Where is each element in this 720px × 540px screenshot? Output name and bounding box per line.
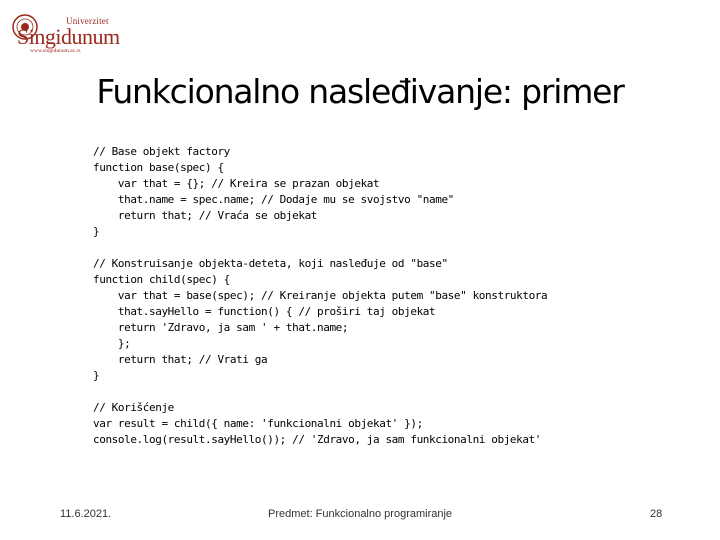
footer-subject: Predmet: Funkcionalno programiranje [268,508,453,520]
code-line: return 'Zdravo, ja sam ' + that.name; [93,321,349,334]
code-line: function base(spec) { [93,161,224,174]
code-line: return that; // Vrati ga [93,353,268,366]
page-number: 28 [650,508,663,520]
code-line: var that = base(spec); // Kreiranje objekta putem "base" konstruktora [93,289,548,302]
code-line: }; [93,337,131,350]
code-line: that.name = spec.name; // Dodaje mu se svojstvo "name" [93,193,454,206]
slide-title: Funkcionalno nasleđivanje: primer [96,72,624,111]
code-line: console.log(result.sayHello()); // 'Zdravo, ja sam funkcionalni objekat' [93,433,542,446]
code-line: function child(spec) { [93,273,230,286]
code-line: // Base objekt factory [93,145,230,158]
code-line: that.sayHello = function() { // proširi taj objekat [93,305,436,318]
logo-name-text: Singidunum [17,24,120,49]
code-line: // Korišćenje [93,401,174,414]
footer-date: 11.6.2021. [60,508,112,520]
code-block [93,144,547,448]
code-line: } [93,369,100,382]
code-line: // Konstruisanje objekta-deteta, koji nasleđuje od "base" [93,257,448,270]
logo-url-text: www.singidunum.ac.rs [30,48,81,54]
university-logo [12,10,120,56]
code-line: return that; // Vraća se objekat [93,209,318,222]
code-line: } [93,225,100,238]
code-line: var that = {}; // Kreira se prazan objekat [93,177,380,190]
code-line: var result = child({ name: 'funkcionalni objekat' }); [93,417,423,430]
logo-university-text: Univerzitet [66,16,109,26]
